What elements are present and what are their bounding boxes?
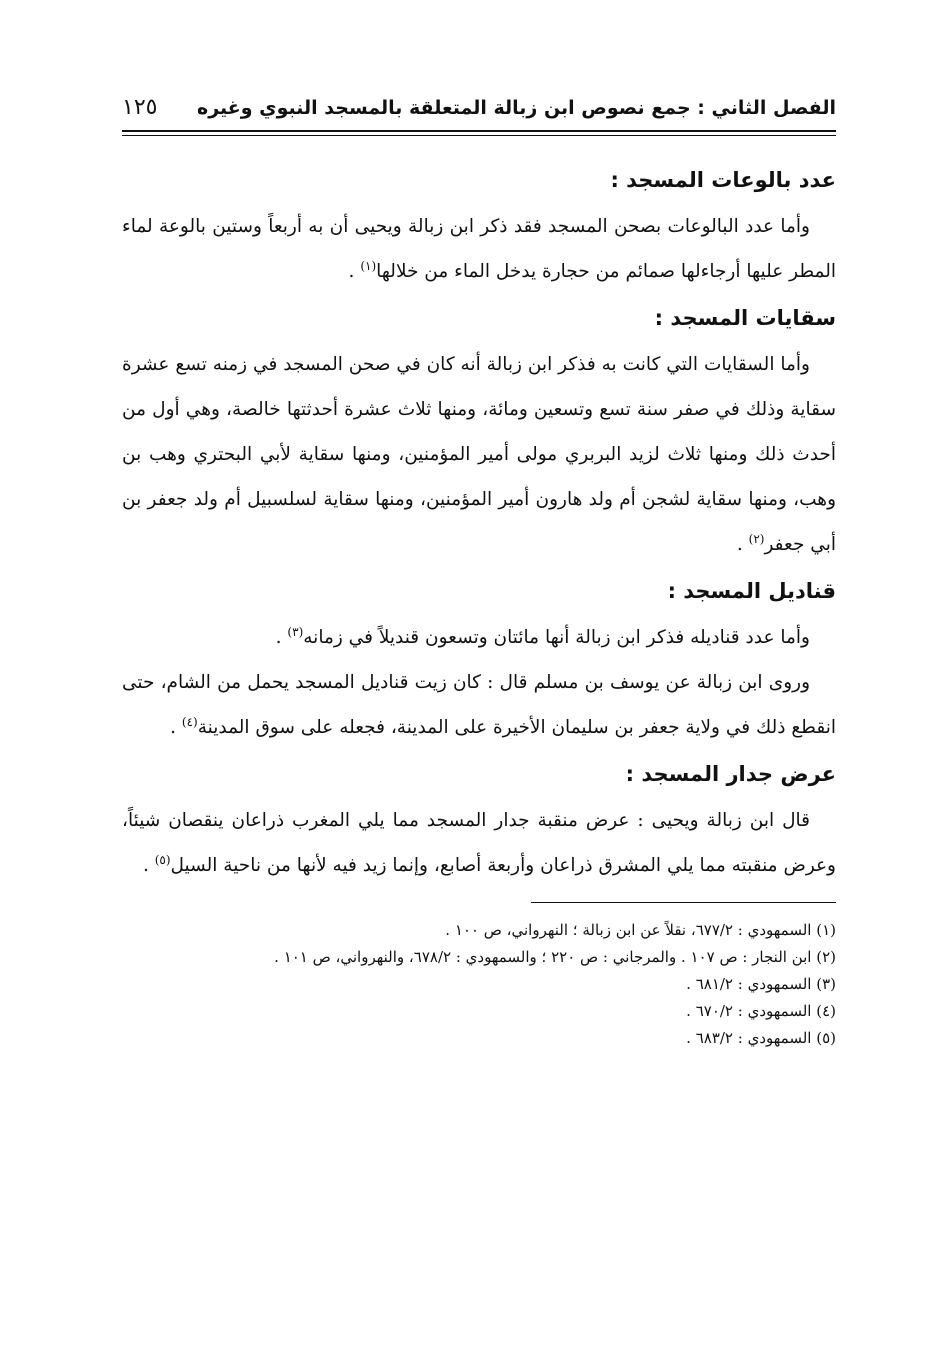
paragraph-tail: . [348,261,361,282]
page-number: ١٢٥ [122,95,158,120]
paragraph-tail: . [142,855,155,876]
footnotes [122,917,836,1052]
paragraph-drains [122,204,836,294]
footnote-separator [531,902,836,903]
footnote-2: (٢) ابن النجار : ص ١٠٧ . والمرجاني : ص ٢٢٠ ؛ والسمهودي : ٦٧٨/٢، والنهرواني، ص ١٠١ . [274,948,836,966]
footnote-5: (٥) السمهودي : ٦٨٣/٢ . [686,1029,836,1047]
paragraph-water-fountains [122,342,836,567]
paragraph-text: وأما عدد قناديله فذكر ابن زبالة أنها مائتان وتسعون قنديلاً في زمانه [303,627,810,648]
running-head [122,88,836,128]
header-rule-thick [122,130,836,132]
footnote-marker: (٢) [748,531,765,546]
paragraph-tail: . [275,627,288,648]
main-text [122,156,836,888]
section-heading-drains: عدد بالوعات المسجد : [610,168,836,192]
paragraph-lamps-count [122,615,836,660]
paragraph-text: وأما عدد البالوعات بصحن المسجد فقد ذكر ابن زبالة ويحيى أن به أربعاً وستين بالوعة لماء المطر عليها أرجاءلها صمائم من حجارة يدخل الماء من خلالها [122,216,836,282]
paragraph-text: وأما السقايات التي كانت به فذكر ابن زبالة أنه كان في صحن المسجد في زمنه تسع عشرة سقاية وذلك في صفر سنة تسع وتسعين ومائة، ومنها ثلاث عشرة أحدثتها خالصة، وهي أول من أحدث ذلك ومنها ثلاث لزيد البربري مولى أمير المؤمنين، ومنها سقاية لأبي البحتري وهب بن وهب، ومنها سقاية لشجن أم ولد هارون أمير المؤمنين، ومنها سقاية لسلسبيل أم ولد جعفر بن أبي جعفر [122,354,837,555]
paragraph-tail: . [736,534,749,555]
chapter-title: الفصل الثاني : جمع نصوص ابن زبالة المتعلقة بالمسجد النبوي وغيره [196,97,836,119]
footnote-marker: (٣) [287,624,304,639]
paragraph-tail: . [170,717,182,738]
footnote-marker: (٤) [181,714,198,729]
section-heading-water-fountains: سقايات المسجد : [654,306,836,330]
book-page [122,88,836,1052]
footnote-3: (٣) السمهودي : ٦٨١/٢ . [686,975,836,993]
paragraph-lamps-oil [122,660,836,750]
footnote-4: (٤) السمهودي : ٦٧٠/٢ . [686,1002,836,1020]
footnote-marker: (٥) [154,852,171,867]
section-heading-wall-width: عرض جدار المسجد : [625,762,836,786]
paragraph-wall-width [122,798,836,888]
paragraph-text: قال ابن زبالة ويحيى : عرض منقبة جدار المسجد مما يلي المغرب ذراعان ينقصان شيئاً، وعرض منقبته مما يلي المشرق ذراعان وأربعة أصابع، وإنما زيد فيه لأنها من ناحية السيل [122,810,836,876]
header-rule-thin [122,135,836,136]
footnote-marker: (١) [360,258,377,273]
section-heading-lamps: قناديل المسجد : [667,579,836,603]
paragraph-text: وروى ابن زبالة عن يوسف بن مسلم قال : كان زيت قناديل المسجد يحمل من الشام، حتى انقطع ذلك في ولاية جعفر بن سليمان الأخيرة على المدينة، فجعله على سوق المدينة [122,672,836,738]
footnote-1: (١) السمهودي : ٦٧٧/٢، نقلاً عن ابن زبالة ؛ النهرواني، ص ١٠٠ . [445,921,836,939]
